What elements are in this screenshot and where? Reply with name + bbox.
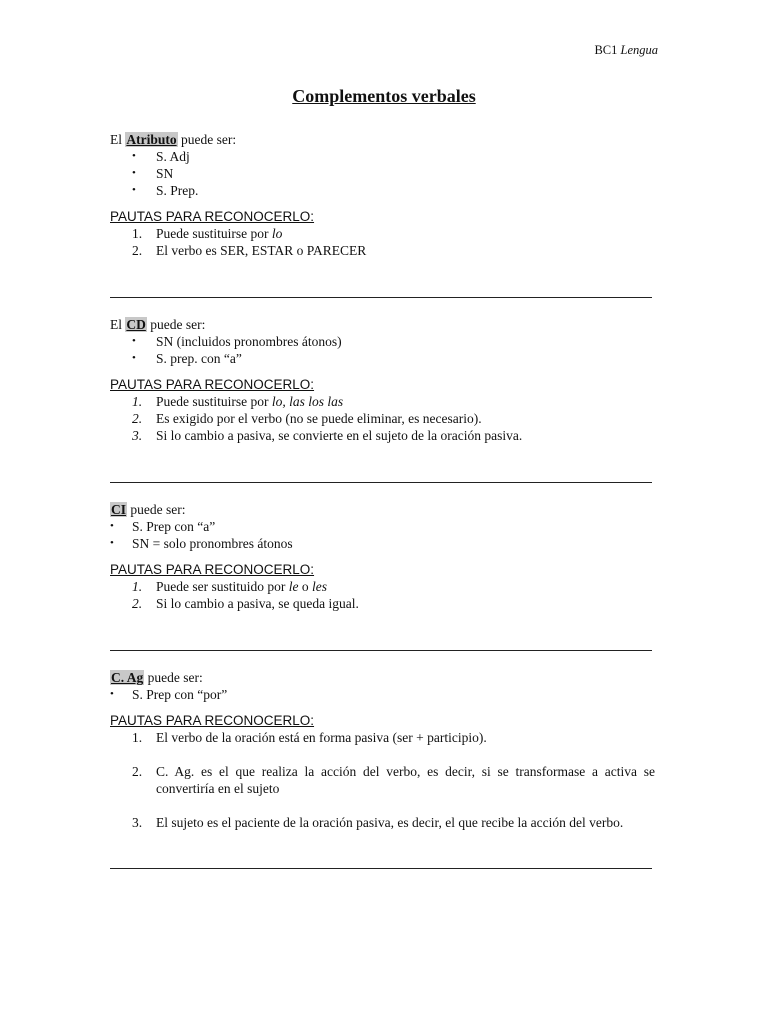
- section-divider: [110, 868, 652, 869]
- document-title: Complementos verbales: [292, 86, 476, 106]
- list-item: 3. Si lo cambio a pasiva, se convierte en el sujeto de la oración pasiva.: [132, 428, 523, 443]
- term-highlight: C. Ag: [111, 670, 144, 685]
- pautas-heading: PAUTAS PARA RECONOCERLO:: [110, 377, 315, 392]
- section-intro: El CD puede ser:: [110, 317, 206, 332]
- term-highlight: Atributo: [126, 132, 177, 147]
- numbered-list: [110, 225, 655, 259]
- numbered-list: [110, 578, 655, 612]
- section-c-ag: [110, 669, 655, 831]
- section-intro: CI puede ser:: [111, 502, 186, 517]
- numbered-list: [110, 729, 655, 831]
- bullet-list: [110, 686, 655, 703]
- section-divider: [110, 297, 652, 298]
- bullet-list: [110, 518, 655, 552]
- section-intro: C. Ag puede ser:: [111, 670, 203, 685]
- pautas-heading: PAUTAS PARA RECONOCERLO:: [110, 562, 315, 577]
- list-item: 3. El sujeto es el paciente de la oración pasiva, es decir, el que recibe la acción del verbo.: [132, 815, 624, 830]
- pautas-heading: PAUTAS PARA RECONOCERLO:: [110, 209, 315, 224]
- section-ci: [110, 501, 655, 612]
- bullet-list: [110, 333, 655, 367]
- bullet-list: [110, 148, 655, 199]
- subject-name: Lengua: [620, 43, 658, 57]
- list-item: 2. El verbo es SER, ESTAR o PARECER: [132, 243, 367, 258]
- section-divider: [110, 650, 652, 651]
- pautas-heading: PAUTAS PARA RECONOCERLO:: [110, 713, 315, 728]
- list-item: • SN = solo pronombres átonos: [110, 536, 293, 551]
- list-item: • SN: [132, 166, 174, 181]
- list-item: 1. Puede sustituirse por lo: [132, 226, 283, 241]
- list-item: 2. Es exigido por el verbo (no se puede eliminar, es necesario).: [132, 411, 482, 426]
- list-item: • SN (incluidos pronombres átonos): [132, 334, 342, 349]
- page-header: [594, 43, 658, 58]
- numbered-list: [110, 393, 655, 444]
- course-code: BC1: [594, 43, 618, 57]
- section-intro: El Atributo puede ser:: [110, 132, 237, 147]
- list-item: 2. Si lo cambio a pasiva, se queda igual.: [132, 596, 359, 611]
- list-item: • S. Prep con “a”: [110, 519, 216, 534]
- section-cd: [110, 316, 655, 444]
- section-divider: [110, 482, 652, 483]
- list-item: 2. C. Ag. es el que realiza la acción del verbo, es decir, si se transformase a activa se convertiría en el sujeto: [132, 764, 655, 796]
- list-item: • S. Prep.: [132, 183, 199, 198]
- section-atributo: [110, 131, 655, 259]
- list-item: • S. Prep con “por”: [110, 687, 228, 702]
- term-highlight: CD: [126, 317, 146, 332]
- list-item: 1. El verbo de la oración está en forma pasiva (ser + participio).: [132, 730, 487, 745]
- list-item: 1. Puede sustituirse por lo, las los las: [132, 394, 344, 409]
- term-highlight: CI: [111, 502, 127, 517]
- list-item: 1. Puede ser sustituido por le o les: [132, 579, 327, 594]
- list-item: • S. Adj: [132, 149, 190, 164]
- list-item: • S. prep. con “a”: [132, 351, 242, 366]
